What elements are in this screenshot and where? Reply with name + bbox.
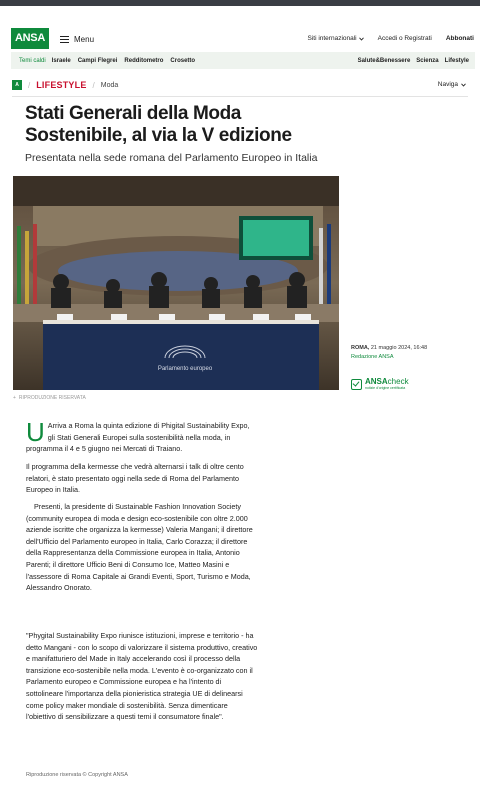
hot-topic-crosetto[interactable]: Crosetto bbox=[170, 57, 196, 64]
hot-topics-bar bbox=[11, 52, 475, 69]
article-photo[interactable] bbox=[13, 176, 339, 390]
article-paragraph-2: Il programma della kermesse che vedrà alternarsi i talk di oltre cento relatori, è stato presentato oggi nella sede di Roma del Parlamento Europeo in Italia. bbox=[26, 462, 244, 495]
hot-topic-redditometro[interactable]: Redditometro bbox=[124, 57, 164, 64]
article-title: Stati Generali della Moda Sostenibile, al via la V edizione bbox=[25, 103, 292, 146]
article-subtitle: Presentata nella sede romana del Parlamento Europeo in Italia bbox=[25, 152, 318, 164]
breadcrumb-home-logo[interactable]: A bbox=[12, 80, 22, 90]
ansa-logo[interactable]: ANSA bbox=[11, 28, 49, 49]
check-brand: ANSA bbox=[365, 376, 388, 386]
subscribe-link[interactable]: Abbonati bbox=[445, 35, 474, 42]
chevron-down-icon bbox=[461, 83, 466, 87]
photo-caption-text: RIPRODUZIONE RISERVATA bbox=[18, 395, 86, 401]
article-author[interactable]: Redazione ANSA bbox=[351, 354, 394, 360]
breadcrumb-separator: / bbox=[92, 80, 95, 90]
dateline-place: ROMA, bbox=[351, 345, 370, 351]
nav-scienza[interactable]: Scienza bbox=[416, 57, 439, 64]
check-word: check bbox=[387, 376, 409, 386]
hot-topic-israele[interactable]: Israele bbox=[51, 57, 71, 64]
photo-sign-text: Parlamento europeo bbox=[157, 366, 213, 372]
menu-label: Menu bbox=[74, 34, 95, 44]
copyright-notice: Riproduzione riservata © Copyright ANSA bbox=[26, 772, 128, 778]
plus-icon[interactable]: + bbox=[13, 395, 16, 401]
login-link[interactable]: Accedi o Registrati bbox=[377, 35, 432, 42]
nav-lifestyle[interactable]: Lifestyle bbox=[444, 57, 469, 64]
menu-button[interactable] bbox=[60, 32, 94, 46]
checkmark-icon bbox=[351, 379, 362, 390]
chevron-down-icon bbox=[359, 37, 364, 41]
ansa-check-badge[interactable] bbox=[351, 377, 409, 391]
dateline-date: 21 maggio 2024, 16:48 bbox=[370, 345, 428, 351]
article-paragraph-1 bbox=[26, 417, 258, 455]
dropcap: U bbox=[26, 417, 45, 447]
nav-salute-benessere[interactable]: Salute&Benessere bbox=[357, 57, 411, 64]
breadcrumb-section[interactable]: LIFESTYLE bbox=[36, 80, 87, 90]
article-paragraph-3: Presenti, la presidente di Sustainable Fashion Innovation Society (community europea di moda e design eco-sostenibile con oltre 2.000 aziende iscritte che organizza la kermesse) Valeria Mangani; il direttore dell'Ufficio del Parlamento europeo in Italia, Carlo Corazza; il direttore della Rappresentanza della Commissione europea in Italia, Antonio Parenti; il direttore Ufficio Beni di Consumo Ice, Matteo Masini e l'assessore di Roma Capitale ai Grandi Eventi, Sport, Turismo e Moda, Alessandro Onorato. bbox=[26, 502, 253, 593]
hot-topics-right bbox=[358, 58, 469, 64]
breadcrumb-separator: / bbox=[28, 80, 31, 90]
hot-topic-campi-flegrei[interactable]: Campi Flegrei bbox=[77, 57, 118, 64]
hamburger-icon bbox=[60, 36, 69, 43]
article-paragraph-4: "Phygital Sustainability Expo riunisce istituzioni, imprese e territorio - ha detto Mangani - con lo scopo di valorizzare il sistema produttivo, creativo e manifatturiero del Made in Italy accelerando così il processo della transizione eco-sostenibile nella moda. L'evento è co-organizzato con il Parlamento europeo e Commissione europea e ha l'intento di sottolineare l'importanza della pionieristica strategia UE di delinearsi come policy maker mondiale di sostenibilità. Senza dimenticare l'obiettivo di sensibilizzare a questi temi il consumatore finale". bbox=[26, 631, 258, 722]
hot-topics-label: Temi caldi bbox=[19, 57, 46, 64]
breadcrumb-subsection[interactable]: Moda bbox=[100, 81, 119, 89]
site-header bbox=[0, 6, 480, 50]
article-dateline bbox=[351, 345, 427, 351]
paragraph-1-text: Arriva a Roma la quinta edizione di Phigital Sustainability Expo, gli Stati Generali Europei sulla sostenibilità nella moda, in programma il 4 e 5 giugno nei Mercati di Traiano. bbox=[26, 421, 250, 454]
naviga-button[interactable]: Naviga bbox=[438, 81, 466, 88]
header-links bbox=[307, 35, 474, 42]
divider bbox=[12, 96, 468, 97]
international-sites-link[interactable]: Siti internazionali bbox=[307, 35, 363, 42]
breadcrumb bbox=[12, 79, 118, 91]
check-tagline: notizie d'origine certificata bbox=[365, 385, 406, 390]
photo-caption bbox=[13, 395, 86, 401]
